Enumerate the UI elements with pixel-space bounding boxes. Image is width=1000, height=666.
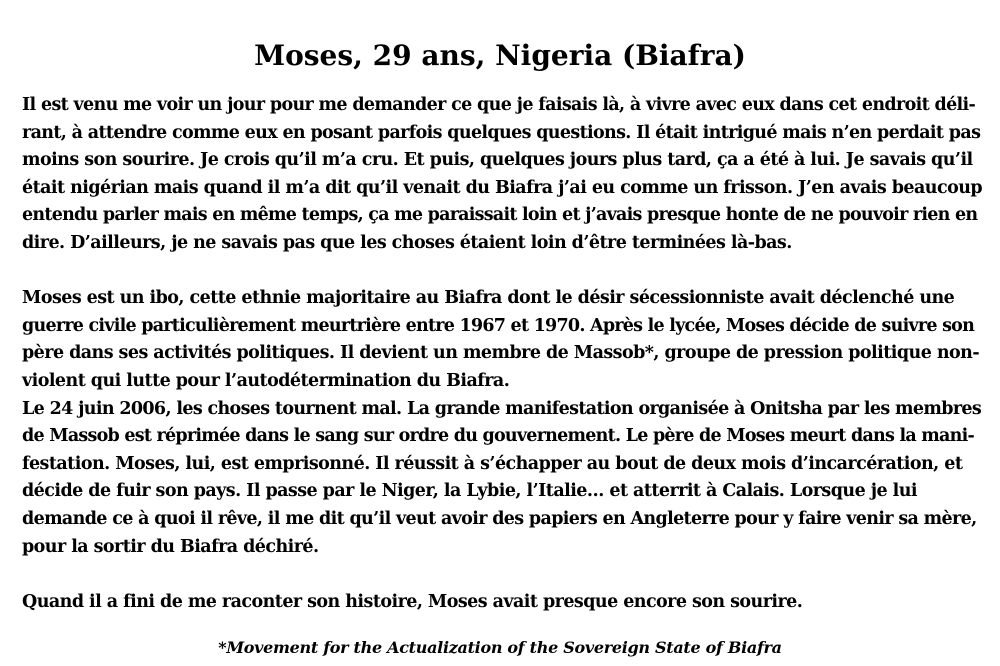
text-line: dire. D’ailleurs, je ne savais pas que les choses étaient loin d’être terminées là-bas. — [22, 232, 792, 253]
paragraph-intro — [22, 92, 982, 258]
text-line: guerre civile particulièrement meurtrière entre 1967 et 1970. Après le lycée, Moses décide de suivre son — [22, 315, 975, 336]
text-line: Quand il a fini de me raconter son histoire, Moses avait presque encore son sourire. — [22, 591, 803, 612]
footnote: *Movement for the Actualization of the Sovereign State of Biafra — [218, 638, 782, 657]
text-line: pour la sortir du Biafra déchiré. — [22, 536, 319, 557]
text-line: Le 24 juin 2006, les choses tournent mal. La grande manifestation organisée à Onitsha par les membres — [22, 398, 982, 419]
text-line: était nigérian mais quand il m’a dit qu’il venait du Biafra j’ai eu comme un frisson. J’en avais beaucoup — [22, 177, 983, 198]
text-line: moins son sourire. Je crois qu’il m’a cru. Et puis, quelques jours plus tard, ça a été à lui. Je savais qu’il — [22, 150, 973, 171]
story-text — [22, 92, 982, 616]
paragraph-spacer — [22, 258, 982, 286]
text-line: violent qui lutte pour l’autodétermination du Biafra. — [22, 370, 510, 391]
paragraph-spacer — [22, 561, 982, 589]
paragraph-history — [22, 285, 982, 561]
text-line: festation. Moses, lui, est emprisonné. Il réussit à s’échapper au bout de deux mois d’incarcération, et — [22, 453, 963, 474]
text-line: rant, à attendre comme eux en posant parfois quelques questions. Il était intrigué mais n’en perdait pas — [22, 122, 981, 143]
text-line: Moses est un ibo, cette ethnie majoritaire au Biafra dont le désir sécessionniste avait déclenché une — [22, 288, 955, 309]
document-title: Moses, 29 ans, Nigeria (Biafra) — [254, 39, 746, 72]
text-line: père dans ses activités politiques. Il devient un membre de Massob*, groupe de pression politique non- — [22, 343, 980, 364]
text-line: de Massob est réprimée dans le sang sur ordre du gouvernement. Le père de Moses meurt dans la mani- — [22, 426, 975, 447]
text-line: décide de fuir son pays. Il passe par le Niger, la Lybie, l’Italie… et atterrit à Calais. Lorsque je lui — [22, 481, 917, 502]
paragraph-closing — [22, 589, 982, 617]
text-line: entendu parler mais en même temps, ça me paraissait loin et j’avais presque honte de ne pouvoir rien en — [22, 205, 978, 226]
text-line: Il est venu me voir un jour pour me demander ce que je faisais là, à vivre avec eux dans cet endroit déli- — [22, 95, 976, 115]
text-line: demande ce à quoi il rêve, il me dit qu’il veut avoir des papiers en Angleterre pour y faire venir sa mère, — [22, 508, 977, 529]
